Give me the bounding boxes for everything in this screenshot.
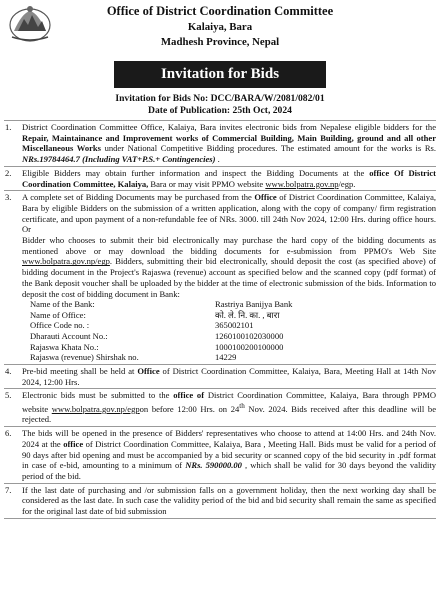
- office-location: Kalaiya, Bara: [187, 21, 253, 33]
- office-reference: Office: [137, 365, 160, 376]
- clause-text: of District Coordination Committee, Kalaiya, Bara by eligible Bidders on the submission of a written application, along with the copy of company/ firm registration certificate, and upon payment of a non-refundable fee of NRs. 3000. till 24th Nov 2024, 12:00 Hrs. during office hours. Or: [22, 192, 437, 235]
- divider: [4, 166, 436, 167]
- clause-text: Pre-bid meeting shall be held at: [22, 365, 138, 376]
- clause-number: 2.: [5, 167, 12, 178]
- clause-text: under National Competitive Bidding procedures. The estimated amount for the works is Rs.: [100, 143, 437, 154]
- publication-date: Date of Publication: 25th Oct, 2024: [148, 105, 292, 116]
- office-title: Office of District Coordination Committee: [106, 4, 334, 18]
- ordinal-suffix: th: [239, 401, 245, 410]
- clause-text: of District Coordination Committee, Kalaiya, Bara , Meeting Hall. Bids must be valid for a period of 90 days after bid opening and must be accompanied by a bid security or scanned copy of the bid security in .pdf format in case of e-bid, amounting to a minimum of: [22, 438, 436, 471]
- table-row: [22, 310, 415, 321]
- clause-number: 1.: [5, 122, 12, 132]
- divider: [4, 518, 436, 519]
- divider: [4, 426, 436, 427]
- ppmo-egp-link[interactable]: www.bolpatra.gov.np/egp: [51, 403, 140, 414]
- clause-3-electronic: [4, 235, 436, 299]
- clause-text: Nov. 2024. Bids received after this deadline will be rejected.: [22, 403, 436, 425]
- clause-2: [4, 168, 436, 189]
- bid-security-amount: NRs. 590000.00: [185, 460, 242, 471]
- divider: [4, 364, 436, 365]
- clause-text: Bara or may visit PPMO website: [148, 178, 266, 189]
- ppmo-link[interactable]: www.bolpatra.gov.np: [265, 178, 339, 189]
- bank-field-label: Name of the Bank:: [30, 299, 95, 310]
- table-row: [22, 299, 415, 310]
- table-row: [22, 331, 415, 342]
- clause-text: District Coordination Committee, Kalaiya, Bara through PPMO website: [22, 390, 437, 414]
- office-reference: office: [63, 438, 84, 449]
- notice-body: [4, 119, 436, 520]
- clause-text: on before 12:00 Hrs. on 24: [139, 403, 240, 414]
- bank-field-value: Rastriya Banijya Bank: [215, 299, 293, 310]
- ppmo-egp-link[interactable]: www.bolpatra.gov.np/egp: [22, 256, 110, 267]
- bank-field-value: को. ले. नि. का. , बारा: [215, 309, 280, 320]
- clause-4: [4, 366, 436, 387]
- bank-field-label: Dharauti Account No.:: [30, 331, 108, 342]
- clause-1: [4, 122, 436, 165]
- bank-field-label: Rajaswa (revenue) Shirshak no.: [30, 352, 139, 363]
- clause-number: 6.: [5, 428, 12, 439]
- table-row: [22, 352, 415, 363]
- divider: [4, 483, 436, 484]
- clause-number: 4.: [5, 365, 12, 376]
- clause-number: 7.: [5, 484, 12, 495]
- clause-number: 3.: [5, 192, 12, 203]
- clause-text: of District Coordination Committee, Kalaiya, Bara, Meeting Hall at 14th Nov 2024, 12:00 Hrs.: [22, 365, 436, 387]
- clause-text: District Coordination Committee Office, Kalaiya, Bara invites electronic bids from Nepalese eligible bidders for the: [22, 122, 436, 132]
- clause-text: If the last date of purchasing and /or submission falls on a government holiday, then the next working day shall be considered as the last date. In such case the validity period of the bid and bid security shall remain the same as specified for the original last date of bid submission: [22, 484, 436, 517]
- estimated-amount: NRs.19784464.7 (Including VAT+P.S.+ Contingencies): [22, 154, 216, 165]
- clause-text: Eligible Bidders may obtain further information and inspect the Bidding Documents at the: [22, 167, 370, 178]
- bank-details-table: [22, 299, 415, 363]
- bank-field-label: Rajaswa Khata No.:: [30, 341, 99, 352]
- bank-field-value: 14229: [215, 352, 237, 363]
- clause-text: A complete set of Bidding Documents may be purchased from the: [22, 192, 255, 203]
- clause-text: , which shall be valid for 30 days beyond the validity period of the bid.: [22, 460, 437, 481]
- clause-7: [4, 485, 436, 517]
- clause-text: .: [215, 154, 220, 165]
- notice-header: [0, 0, 440, 58]
- clause-number: 5.: [5, 390, 12, 401]
- invitation-banner: Invitation for Bids: [114, 61, 326, 88]
- bank-field-value: 365002101: [215, 320, 254, 331]
- clause-text: . Bidders, submitting their bid electronically, should deposit the cost (as specified above) of bidding document in the Project's Rajaswa (revenue) account as specified below and the scanned copy (pdf format) of the Bank deposit voucher shall be uploaded by the bidder at the time of electronic submission of the bids. Information to deposit the cost of bidding document in Bank:: [22, 256, 436, 299]
- work-description: Repair, Maintainance and Improvement works of Commercial Building, Main Building, ground and all other Miscellaneous Works: [22, 132, 436, 154]
- divider: [4, 388, 436, 389]
- clause-text: Bidder who chooses to submit their bid electronically may purchase the hard copy of the bidding documents as mentioned above or may download the bidding documents for e-submission from PPMO's Web Site: [22, 235, 436, 256]
- divider: [4, 120, 436, 121]
- office-province: Madhesh Province, Nepal: [160, 36, 280, 48]
- divider: [4, 190, 436, 191]
- clause-6: [4, 428, 436, 482]
- clause-text: Electronic bids must be submitted to the: [22, 390, 174, 401]
- table-row: [22, 342, 415, 353]
- bank-field-value: 1260100102030000: [215, 331, 284, 342]
- clause-text: The bids will be opened in the presence of Bidders' representatives who choose to attend at 14:00 Hrs. and 24th Nov. 2024 at the: [22, 428, 436, 449]
- clause-3: [4, 192, 436, 235]
- clause-text: /egp.: [338, 178, 356, 189]
- bank-field-label: Name of Office:: [30, 309, 86, 320]
- office-reference: office Of District Coordination Committee, Kalaiya,: [22, 167, 436, 189]
- clause-5: [4, 390, 436, 425]
- office-reference: office of: [173, 390, 205, 401]
- bank-field-label: Office Code no. :: [30, 320, 90, 331]
- office-reference: Office: [254, 192, 277, 203]
- bank-field-value: 1000100200100000: [215, 341, 284, 352]
- table-row: [22, 320, 415, 331]
- bid-number: Invitation for Bids No: DCC/BARA/W/2081/082/01: [115, 93, 325, 104]
